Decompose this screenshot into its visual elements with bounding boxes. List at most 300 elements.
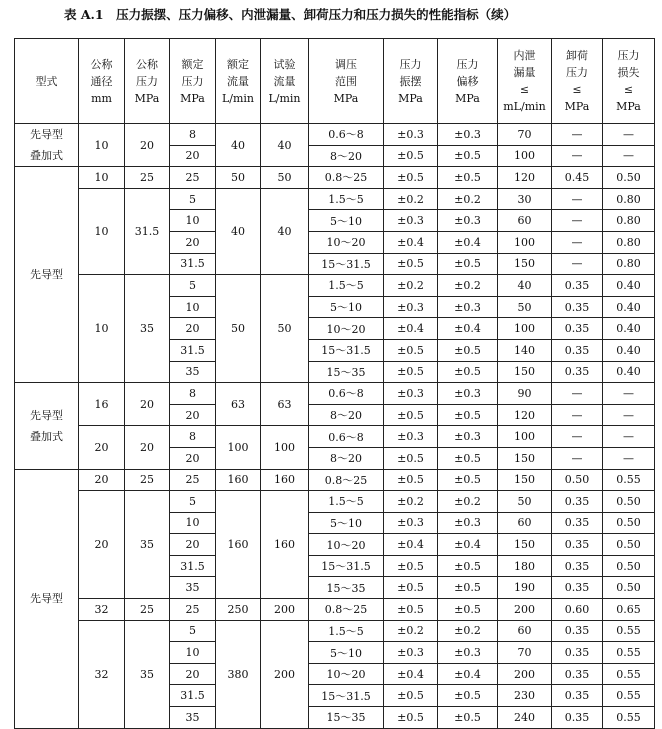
oscillation-cell: ±0.4 [384,663,438,685]
header-line: MPa [333,91,359,105]
nominal-diameter-cell: 10 [79,167,125,189]
oscillation-cell: ±0.3 [384,296,438,318]
drift-cell: ±0.5 [438,599,498,621]
rated-pressure-cell: 8 [170,426,216,448]
leakage-cell: 150 [498,534,552,556]
header-row [15,39,655,124]
leakage-cell: 190 [498,577,552,599]
header-line: 公称 [90,57,113,71]
header-line: 振摆 [399,74,422,88]
unloading-cell: — [552,426,603,448]
oscillation-cell: ±0.3 [384,210,438,232]
unloading-cell: 0.35 [552,555,603,577]
pressure-range-cell: 0.8～25 [309,599,384,621]
rated-pressure-cell: 10 [170,512,216,534]
pressure-range-cell: 10～20 [309,534,384,556]
rated-pressure-cell: 35 [170,577,216,599]
header-line: 额定 [227,57,249,71]
header-nominal-diameter [79,39,125,124]
rated-pressure-cell: 8 [170,124,216,146]
header-line: 压力 [399,57,422,71]
pressure-range-cell: 1.5～5 [309,620,384,642]
header-line: 压力 [456,57,479,71]
loss-cell: 0.80 [603,253,655,275]
header-line: ≤ [623,83,634,96]
rated-pressure-cell: 31.5 [170,555,216,577]
loss-cell: 0.50 [603,555,655,577]
rated-flow-cell: 160 [216,469,261,491]
leakage-cell: 140 [498,339,552,361]
nominal-pressure-cell: 20 [125,426,170,469]
test-flow-cell: 200 [261,599,309,621]
oscillation-cell: ±0.4 [384,231,438,253]
oscillation-cell: ±0.5 [384,577,438,599]
nominal-pressure-cell: 31.5 [125,188,170,274]
model-cell [15,383,79,469]
oscillation-cell: ±0.3 [384,383,438,405]
loss-cell: — [603,383,655,405]
leakage-cell: 200 [498,599,552,621]
loss-cell: 0.65 [603,599,655,621]
pressure-range-cell: 1.5～5 [309,188,384,210]
nominal-pressure-cell: 35 [125,275,170,383]
drift-cell: ±0.5 [438,447,498,469]
drift-cell: ±0.5 [438,361,498,383]
oscillation-cell: ±0.5 [384,555,438,577]
header-unloading-pressure [552,39,603,124]
loss-cell: — [603,145,655,167]
pressure-range-cell: 5～10 [309,642,384,664]
drift-cell: ±0.5 [438,253,498,275]
header-line: 通径 [90,74,113,88]
rated-pressure-cell: 25 [170,599,216,621]
nominal-pressure-cell: 25 [125,167,170,189]
oscillation-cell: ±0.3 [384,426,438,448]
header-line: 试验 [273,57,296,71]
oscillation-cell: ±0.4 [384,534,438,556]
leakage-cell: 100 [498,426,552,448]
oscillation-cell: ±0.2 [384,275,438,297]
rated-pressure-cell: 31.5 [170,253,216,275]
drift-cell: ±0.3 [438,124,498,146]
header-line: 压力 [617,49,640,62]
pressure-range-cell: 8～20 [309,447,384,469]
table-row [15,491,655,513]
leakage-cell: 60 [498,620,552,642]
drift-cell: ±0.5 [438,707,498,729]
loss-cell: 0.80 [603,210,655,232]
header-line: MPa [180,91,205,105]
rated-flow-cell: 380 [216,620,261,728]
leakage-cell: 70 [498,124,552,146]
unloading-cell: — [552,447,603,469]
drift-cell: ±0.5 [438,167,498,189]
unloading-cell: 0.35 [552,491,603,513]
header-pressure-drift [438,39,498,124]
pressure-range-cell: 5～10 [309,512,384,534]
header-nominal-pressure [125,39,170,124]
header-model [15,39,79,124]
pressure-range-cell: 5～10 [309,210,384,232]
pressure-range-cell: 10～20 [309,318,384,340]
rated-pressure-cell: 31.5 [170,339,216,361]
table-row [15,383,655,405]
oscillation-cell: ±0.5 [384,685,438,707]
oscillation-cell: ±0.2 [384,491,438,513]
rated-pressure-cell: 20 [170,404,216,426]
unloading-cell: 0.35 [552,642,603,664]
unloading-cell: 0.35 [552,663,603,685]
rated-flow-cell: 160 [216,491,261,599]
drift-cell: ±0.3 [438,296,498,318]
header-line: L/min [268,91,301,105]
unloading-cell: — [552,188,603,210]
header-line: mL/min [503,100,546,113]
rated-pressure-cell: 31.5 [170,685,216,707]
rated-flow-cell: 40 [216,124,261,167]
header-line: MPa [616,100,641,113]
header-line: MPa [134,91,160,105]
pressure-range-cell: 0.8～25 [309,469,384,491]
table-row [15,124,655,146]
oscillation-cell: ±0.5 [384,339,438,361]
unloading-cell: — [552,210,603,232]
rated-pressure-cell: 5 [170,620,216,642]
rated-pressure-cell: 20 [170,318,216,340]
leakage-cell: 50 [498,296,552,318]
drift-cell: ±0.4 [438,663,498,685]
nominal-pressure-cell: 35 [125,491,170,599]
pressure-range-cell: 0.8～25 [309,167,384,189]
pressure-range-cell: 10～20 [309,231,384,253]
rated-pressure-cell: 35 [170,361,216,383]
nominal-pressure-cell: 25 [125,469,170,491]
nominal-diameter-cell: 16 [79,383,125,426]
rated-pressure-cell: 20 [170,663,216,685]
header-line: MPa [564,100,590,113]
table-row [15,188,655,210]
header-line: mm [91,91,112,105]
table-row [15,275,655,297]
loss-cell: 0.40 [603,296,655,318]
loss-cell: 0.40 [603,318,655,340]
rated-pressure-cell: 10 [170,642,216,664]
header-test-flow [261,39,309,124]
model-line: 先导型 [30,408,63,422]
model-cell [15,469,79,728]
pressure-range-cell: 1.5～5 [309,491,384,513]
rated-pressure-cell: 5 [170,188,216,210]
performance-table [14,38,655,729]
nominal-pressure-cell: 35 [125,620,170,728]
loss-cell: — [603,124,655,146]
drift-cell: ±0.4 [438,534,498,556]
header-line: 漏量 [513,66,536,79]
unloading-cell: 0.35 [552,318,603,340]
oscillation-cell: ±0.5 [384,253,438,275]
unloading-cell: 0.45 [552,167,603,189]
pressure-range-cell: 8～20 [309,145,384,167]
loss-cell: — [603,404,655,426]
leakage-cell: 70 [498,642,552,664]
unloading-cell: 0.35 [552,296,603,318]
oscillation-cell: ±0.5 [384,599,438,621]
table-body [15,124,655,729]
test-flow-cell: 160 [261,491,309,599]
drift-cell: ±0.3 [438,642,498,664]
table-title: 表 A.1 压力振摆、压力偏移、内泄漏量、卸荷压力和压力损失的性能指标（续） [64,7,517,22]
loss-cell: 0.50 [603,491,655,513]
header-rated-flow [216,39,261,124]
nominal-diameter-cell: 32 [79,599,125,621]
unloading-cell: 0.60 [552,599,603,621]
model-cell [15,167,79,383]
oscillation-cell: ±0.5 [384,469,438,491]
header-line: 流量 [273,74,296,88]
unloading-cell: — [552,124,603,146]
rated-flow-cell: 40 [216,188,261,274]
model-line: 先导型 [30,128,63,142]
rated-flow-cell: 50 [216,167,261,189]
loss-cell: 0.80 [603,231,655,253]
header-line: 内泄 [513,49,536,62]
rated-pressure-cell: 25 [170,469,216,491]
drift-cell: ±0.4 [438,318,498,340]
header-line: 卸荷 [566,49,588,62]
loss-cell: 0.80 [603,188,655,210]
unloading-cell: 0.35 [552,620,603,642]
loss-cell: 0.40 [603,275,655,297]
drift-cell: ±0.3 [438,512,498,534]
oscillation-cell: ±0.4 [384,318,438,340]
rated-flow-cell: 250 [216,599,261,621]
unloading-cell: 0.35 [552,275,603,297]
leakage-cell: 60 [498,210,552,232]
loss-cell: 0.40 [603,361,655,383]
header-line: ≤ [519,83,530,96]
rated-pressure-cell: 5 [170,275,216,297]
leakage-cell: 230 [498,685,552,707]
pressure-range-cell: 15～31.5 [309,685,384,707]
unloading-cell: 0.35 [552,339,603,361]
leakage-cell: 150 [498,361,552,383]
nominal-pressure-cell: 20 [125,124,170,167]
header-line: 型式 [35,74,58,88]
drift-cell: ±0.3 [438,426,498,448]
pressure-range-cell: 15～35 [309,577,384,599]
table-row [15,426,655,448]
unloading-cell: — [552,253,603,275]
drift-cell: ±0.2 [438,620,498,642]
leakage-cell: 150 [498,447,552,469]
leakage-cell: 120 [498,167,552,189]
test-flow-cell: 50 [261,275,309,383]
nominal-pressure-cell: 20 [125,383,170,426]
header-line: 范围 [335,74,357,88]
test-flow-cell: 100 [261,426,309,469]
table-row [15,167,655,189]
nominal-diameter-cell: 10 [79,124,125,167]
oscillation-cell: ±0.5 [384,167,438,189]
leakage-cell: 150 [498,253,552,275]
loss-cell: 0.55 [603,707,655,729]
rated-pressure-cell: 35 [170,707,216,729]
drift-cell: ±0.3 [438,383,498,405]
unloading-cell: — [552,231,603,253]
model-cell [15,124,79,167]
model-line: 叠加式 [30,149,63,163]
oscillation-cell: ±0.3 [384,642,438,664]
leakage-cell: 150 [498,469,552,491]
drift-cell: ±0.5 [438,469,498,491]
header-line: 公称 [136,57,158,71]
oscillation-cell: ±0.2 [384,188,438,210]
header-rated-pressure [170,39,216,124]
oscillation-cell: ±0.5 [384,404,438,426]
header-line: 损失 [617,66,640,79]
header-line: MPa [455,91,480,105]
oscillation-cell: ±0.5 [384,707,438,729]
header-line: 流量 [227,74,249,88]
leakage-cell: 100 [498,318,552,340]
drift-cell: ±0.2 [438,275,498,297]
rated-pressure-cell: 20 [170,145,216,167]
nominal-diameter-cell: 32 [79,620,125,728]
header-line: 压力 [566,66,588,79]
header-line: 偏移 [456,74,479,88]
rated-pressure-cell: 20 [170,534,216,556]
unloading-cell: 0.35 [552,534,603,556]
rated-pressure-cell: 20 [170,231,216,253]
pressure-range-cell: 0.6～8 [309,426,384,448]
pressure-range-cell: 8～20 [309,404,384,426]
drift-cell: ±0.5 [438,145,498,167]
drift-cell: ±0.2 [438,491,498,513]
leakage-cell: 240 [498,707,552,729]
drift-cell: ±0.5 [438,685,498,707]
leakage-cell: 100 [498,145,552,167]
header-line: L/min [221,91,255,105]
unloading-cell: — [552,404,603,426]
model-line: 叠加式 [30,429,63,443]
loss-cell: 0.50 [603,577,655,599]
drift-cell: ±0.3 [438,210,498,232]
pressure-range-cell: 0.6～8 [309,124,384,146]
loss-cell: — [603,447,655,469]
leakage-cell: 60 [498,512,552,534]
unloading-cell: 0.50 [552,469,603,491]
header-line: ≤ [572,83,582,96]
rated-pressure-cell: 20 [170,447,216,469]
header-pressure-oscillation [384,39,438,124]
header-line: 压力 [136,74,158,88]
unloading-cell: — [552,383,603,405]
oscillation-cell: ±0.5 [384,361,438,383]
pressure-range-cell: 15～35 [309,707,384,729]
header-line: 额定 [181,57,204,71]
drift-cell: ±0.2 [438,188,498,210]
pressure-range-cell: 10～20 [309,663,384,685]
header-line: 压力 [181,74,204,88]
oscillation-cell: ±0.3 [384,124,438,146]
pressure-range-cell: 1.5～5 [309,275,384,297]
nominal-diameter-cell: 20 [79,469,125,491]
test-flow-cell: 160 [261,469,309,491]
oscillation-cell: ±0.5 [384,145,438,167]
test-flow-cell: 200 [261,620,309,728]
pressure-range-cell: 0.6～8 [309,383,384,405]
loss-cell: 0.55 [603,642,655,664]
loss-cell: 0.40 [603,339,655,361]
oscillation-cell: ±0.3 [384,512,438,534]
table-row [15,620,655,642]
pressure-range-cell: 15～35 [309,361,384,383]
leakage-cell: 90 [498,383,552,405]
pressure-range-cell: 15～31.5 [309,253,384,275]
leakage-cell: 30 [498,188,552,210]
drift-cell: ±0.4 [438,231,498,253]
drift-cell: ±0.5 [438,404,498,426]
test-flow-cell: 40 [261,188,309,274]
leakage-cell: 50 [498,491,552,513]
loss-cell: 0.55 [603,685,655,707]
oscillation-cell: ±0.5 [384,447,438,469]
loss-cell: 0.55 [603,469,655,491]
drift-cell: ±0.5 [438,339,498,361]
nominal-diameter-cell: 20 [79,491,125,599]
nominal-diameter-cell: 10 [79,188,125,274]
loss-cell: 0.55 [603,663,655,685]
leakage-cell: 100 [498,231,552,253]
pressure-range-cell: 5～10 [309,296,384,318]
model-line: 先导型 [30,268,63,282]
header-line: MPa [398,91,423,105]
unloading-cell: 0.35 [552,707,603,729]
leakage-cell: 40 [498,275,552,297]
loss-cell: 0.50 [603,534,655,556]
header-pressure-loss [603,39,655,124]
rated-pressure-cell: 25 [170,167,216,189]
table-row [15,599,655,621]
test-flow-cell: 50 [261,167,309,189]
loss-cell: 0.50 [603,512,655,534]
unloading-cell: 0.35 [552,512,603,534]
unloading-cell: 0.35 [552,577,603,599]
nominal-diameter-cell: 10 [79,275,125,383]
header-pressure-range [309,39,384,124]
drift-cell: ±0.5 [438,577,498,599]
leakage-cell: 120 [498,404,552,426]
rated-pressure-cell: 10 [170,296,216,318]
test-flow-cell: 63 [261,383,309,426]
model-line: 先导型 [30,592,63,606]
rated-flow-cell: 63 [216,383,261,426]
header-internal-leakage [498,39,552,124]
nominal-pressure-cell: 25 [125,599,170,621]
unloading-cell: 0.35 [552,685,603,707]
nominal-diameter-cell: 20 [79,426,125,469]
leakage-cell: 200 [498,663,552,685]
unloading-cell: — [552,145,603,167]
rated-flow-cell: 100 [216,426,261,469]
rated-pressure-cell: 10 [170,210,216,232]
rated-pressure-cell: 5 [170,491,216,513]
leakage-cell: 180 [498,555,552,577]
loss-cell: 0.55 [603,620,655,642]
rated-pressure-cell: 8 [170,383,216,405]
pressure-range-cell: 15～31.5 [309,339,384,361]
header-line: 调压 [335,57,357,71]
